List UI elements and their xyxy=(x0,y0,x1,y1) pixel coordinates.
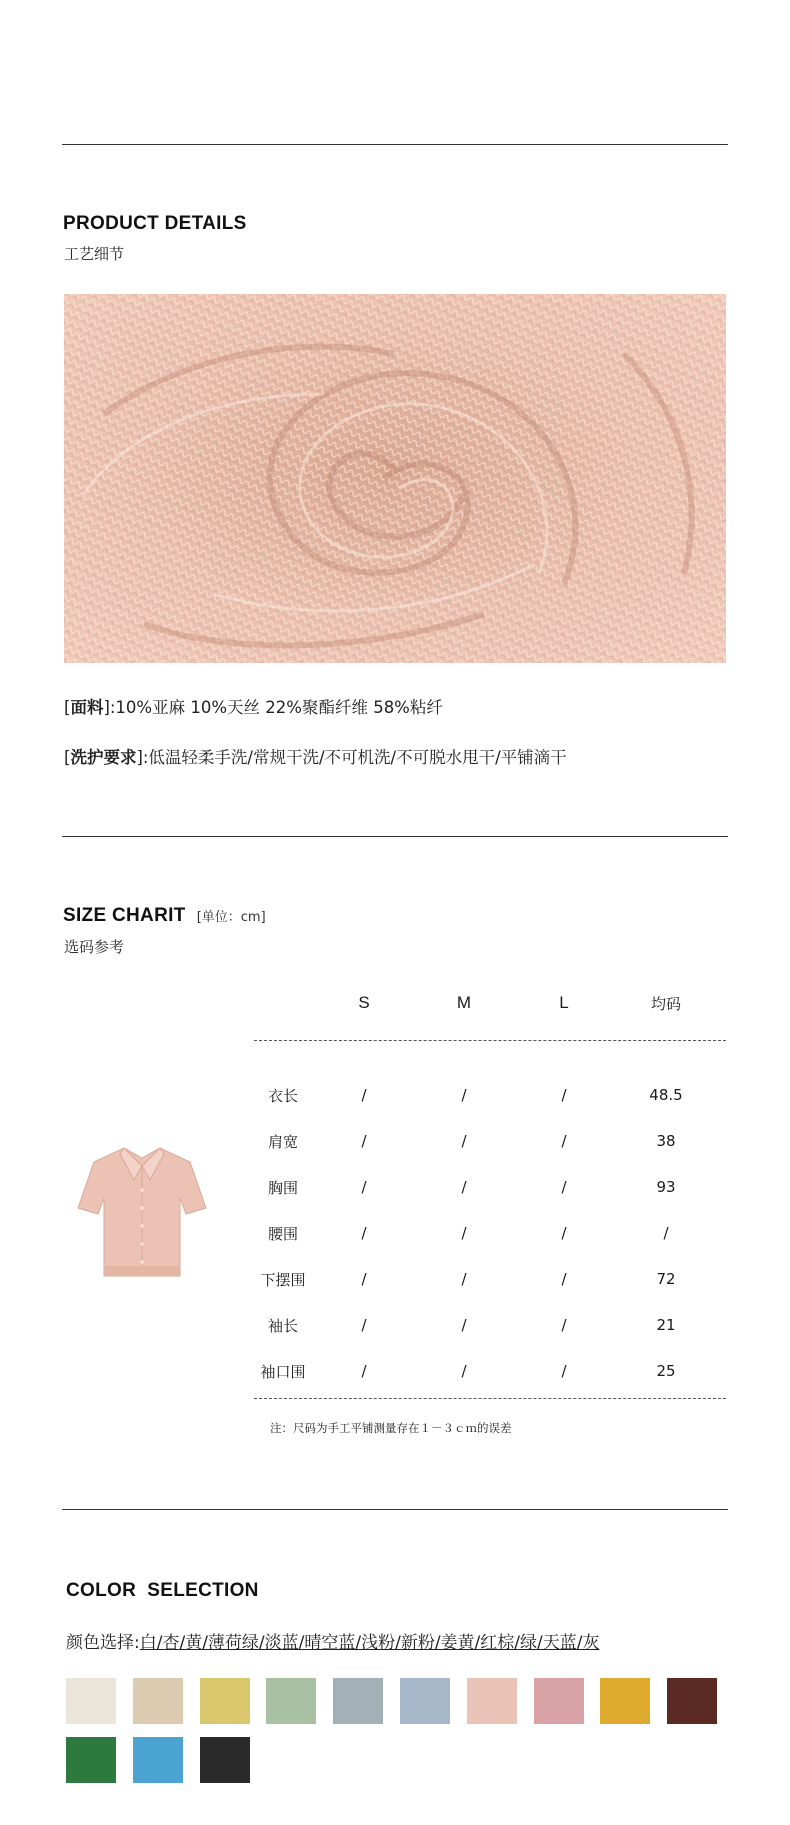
table-row xyxy=(252,1256,718,1302)
table-row xyxy=(252,1164,718,1210)
size-value-cell: / xyxy=(461,1316,467,1334)
table-row xyxy=(252,1210,718,1256)
size-value-cell: / xyxy=(561,1086,567,1104)
size-value-cell: / xyxy=(461,1086,467,1104)
size-measure-label: 袖长 xyxy=(267,1316,298,1335)
size-value-cell: / xyxy=(361,1132,367,1150)
color-swatch[interactable] xyxy=(467,1678,517,1724)
size-measure-label: 下摆围 xyxy=(260,1270,306,1289)
color-swatch[interactable] xyxy=(133,1678,183,1724)
size-value-cell: / xyxy=(561,1224,567,1242)
size-value-cell: / xyxy=(561,1362,567,1380)
table-row xyxy=(252,1118,718,1164)
details-title-en: PRODUCT DETAILS xyxy=(63,213,247,234)
fabric-label: 面料 xyxy=(70,698,104,717)
size-value-cell: 25 xyxy=(656,1362,676,1380)
size-value-cell: 21 xyxy=(656,1316,676,1334)
size-value-cell: / xyxy=(361,1224,367,1242)
size-title-row xyxy=(63,905,266,927)
care-spec: [洗护要求]:低温轻柔手洗/常规干洗/不可机洗/不可脱水甩干/平铺滴干 xyxy=(64,748,567,767)
size-measure-label: 衣长 xyxy=(267,1086,298,1105)
size-value-cell: 93 xyxy=(656,1178,676,1196)
size-value-cell: / xyxy=(663,1224,669,1242)
size-value-cell: / xyxy=(561,1270,567,1288)
color-swatch[interactable] xyxy=(133,1737,183,1783)
color-label: 颜色选择: xyxy=(66,1633,140,1653)
divider-bottom xyxy=(62,1509,728,1510)
divider-middle xyxy=(62,836,728,837)
size-table-bottom-dash xyxy=(254,1398,726,1399)
color-options-line xyxy=(66,1628,599,1653)
size-measure-label: 腰围 xyxy=(267,1224,298,1243)
color-swatch[interactable] xyxy=(600,1678,650,1724)
table-row xyxy=(252,1072,718,1118)
size-title-cn: 选码参考 xyxy=(64,938,125,956)
fabric-closeup-image xyxy=(64,294,726,663)
size-note: 注：尺码为手工平铺测量存在１－３ｃｍ的误差 xyxy=(270,1421,512,1435)
size-value-cell: / xyxy=(461,1224,467,1242)
size-measure-label: 袖口围 xyxy=(260,1362,306,1381)
color-swatch[interactable] xyxy=(333,1678,383,1724)
color-swatch[interactable] xyxy=(667,1678,717,1724)
table-row xyxy=(252,1302,718,1348)
care-label: 洗护要求 xyxy=(70,748,137,767)
color-title-en: COLOR SELECTION xyxy=(66,1580,259,1601)
size-value-cell: / xyxy=(561,1178,567,1196)
color-swatch[interactable] xyxy=(400,1678,450,1724)
size-measure-label: 胸围 xyxy=(267,1178,298,1197)
size-title-en: SIZE CHARIT xyxy=(63,905,186,926)
size-header-cell: M xyxy=(456,993,472,1012)
divider-top xyxy=(62,144,728,145)
garment-thumbnail xyxy=(72,1140,212,1280)
color-swatch[interactable] xyxy=(534,1678,584,1724)
size-value-cell: / xyxy=(361,1178,367,1196)
color-swatch[interactable] xyxy=(266,1678,316,1724)
size-header-row xyxy=(252,980,718,1026)
size-measure-label: 肩宽 xyxy=(267,1132,298,1151)
size-value-cell: / xyxy=(361,1270,367,1288)
size-value-cell: / xyxy=(561,1316,567,1334)
fabric-spec: [面料]:10%亚麻 10%天丝 22%聚酯纤维 58%粘纤 xyxy=(64,698,443,717)
size-value-cell: 38 xyxy=(656,1132,676,1150)
size-value-cell: / xyxy=(461,1178,467,1196)
size-header-cell: 均码 xyxy=(650,994,681,1013)
color-swatch[interactable] xyxy=(66,1678,116,1724)
size-unit: [单位：cm] xyxy=(196,910,266,925)
size-value-cell: 72 xyxy=(656,1270,676,1288)
size-value-cell: / xyxy=(461,1362,467,1380)
size-value-cell: / xyxy=(461,1270,467,1288)
size-value-cell: / xyxy=(361,1362,367,1380)
size-header-cell xyxy=(252,980,314,1026)
color-options: 白/杏/黄/薄荷绿/淡蓝/晴空蓝/浅粉/新粉/姜黄/红棕/绿/天蓝/灰 xyxy=(139,1633,600,1653)
size-header-cell: L xyxy=(559,993,569,1012)
size-table xyxy=(252,980,718,1394)
size-value-cell: 48.5 xyxy=(649,1086,683,1104)
care-value: :低温轻柔手洗/常规干洗/不可机洗/不可脱水甩干/平铺滴干 xyxy=(142,748,567,767)
details-title-cn: 工艺细节 xyxy=(64,245,125,263)
size-value-cell: / xyxy=(361,1316,367,1334)
size-value-cell: / xyxy=(561,1132,567,1150)
size-value-cell: / xyxy=(361,1086,367,1104)
color-swatch[interactable] xyxy=(200,1737,250,1783)
size-value-cell: / xyxy=(461,1132,467,1150)
color-swatch[interactable] xyxy=(66,1737,116,1783)
size-header-cell: S xyxy=(358,993,370,1012)
fabric-value: :10%亚麻 10%天丝 22%聚酯纤维 58%粘纤 xyxy=(109,698,443,717)
table-row xyxy=(252,1348,718,1394)
size-table-top-dash xyxy=(254,1040,726,1041)
color-swatch[interactable] xyxy=(200,1678,250,1724)
